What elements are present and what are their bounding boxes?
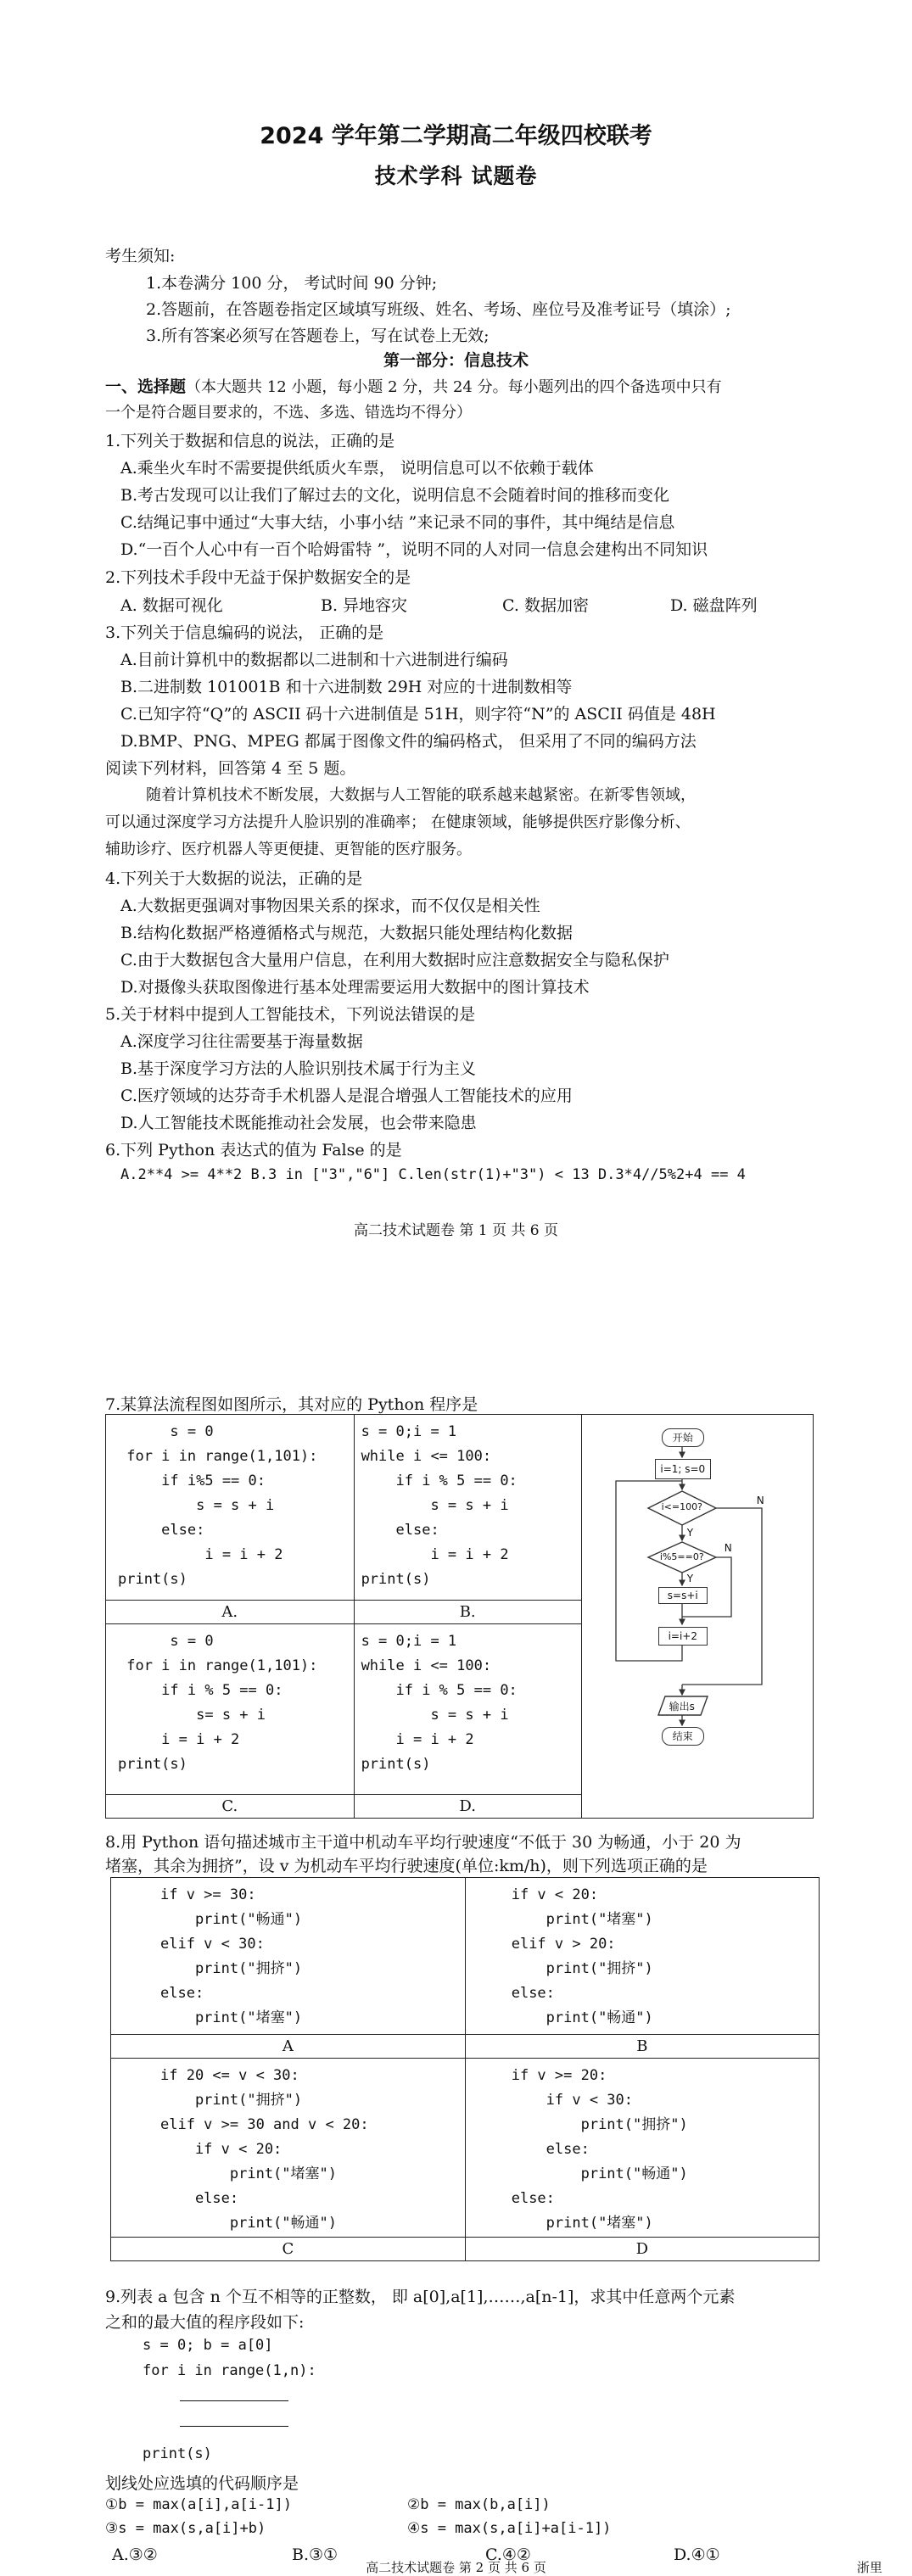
q7-label-b: B.	[354, 1601, 581, 1624]
q9-choice-3: ③s = max(s,a[i]+b)	[105, 2520, 266, 2537]
section-header	[105, 374, 722, 397]
section-desc: （本大题共 12 小题，每小题 2 分，共 24 分。每小题列出的四个备选项中只有	[186, 378, 722, 396]
q4-option-c: C.由于大数据包含大量用户信息，在利用大数据时应注意数据安全与隐私保护	[120, 951, 669, 969]
q8-stem-1: 8.用 Python 语句描述城市主干道中机动车平均行驶速度“不低于 30 为畅通，小于 20 为	[105, 1833, 741, 1852]
q8-table	[110, 1877, 820, 2261]
flowchart-cond2: i%5==0?	[659, 1551, 704, 1562]
q4-option-b: B.结构化数据严格遵循格式与规范，大数据只能处理结构化数据	[120, 924, 573, 942]
section-desc-2: 一个是符合题目要求的，不选、多选、错选均不得分）	[105, 404, 472, 422]
q7-flowchart	[581, 1415, 813, 1819]
q6-stem: 6.下列 Python 表达式的值为 False 的是	[105, 1141, 402, 1159]
page-footer: 高二技术试题卷 第 1 页 共 6 页	[353, 1222, 559, 1239]
q7-code-b: s = 0;i = 1 while i <= 100: if i % 5 == 0: s = s + i else: i = i + 2 print(s)	[361, 1423, 518, 1588]
q3-option-c: C.已知字符“Q”的 ASCII 码十六进制值是 51H，则字符“N”的 ASCII 码值是 48H	[120, 705, 716, 724]
q8-label-d: D	[465, 2238, 819, 2261]
q9-blank-1	[180, 2400, 288, 2401]
flowchart-inc: i=i+2	[658, 1627, 708, 1646]
q2-option-a: A. 数据可视化	[120, 596, 223, 615]
q9-stem-1: 9.列表 a 包含 n 个互不相等的正整数， 即 a[0],a[1],……,a[n-1]，求其中任意两个元素	[105, 2288, 736, 2306]
q7-table	[105, 1414, 814, 1819]
notice-heading: 考生须知:	[105, 247, 176, 265]
q9-code-line: print(s)	[143, 2445, 212, 2462]
q9-code-line: for i in range(1,n):	[143, 2362, 316, 2379]
q8-code-a: if v >= 30: print("畅通") elif v < 30: print("拥挤") else: print("堵塞")	[160, 1886, 303, 2026]
q3-stem: 3.下列关于信息编码的说法， 正确的是	[105, 623, 384, 642]
q7-label-c: C.	[106, 1795, 355, 1819]
part1-title: 第一部分：信息技术	[383, 351, 529, 370]
flowchart-yes: Y	[686, 1573, 694, 1584]
q8-label-a: A	[111, 2035, 466, 2059]
q1-option-c: C.结绳记事中通过“大事大结，小事小结 ”来记录不同的事件，其中绳结是信息	[120, 513, 675, 532]
reading-intro: 阅读下列材料，回答第 4 至 5 题。	[105, 759, 356, 778]
q8-stem-2: 堵塞，其余为拥挤”，设 v 为机动车平均行驶速度(单位:km/h)，则下列选项正确的是	[105, 1857, 708, 1875]
q9-choice-1: ①b = max(a[i],a[i-1])	[105, 2496, 292, 2513]
q7-label-d: D.	[354, 1795, 581, 1819]
notice-item: 3.所有答案必须写在答题卷上，写在试卷上无效;	[146, 327, 490, 345]
q9-option-d: D.④①	[674, 2545, 720, 2564]
q7-stem: 7.某算法流程图如图所示，其对应的 Python 程序是	[105, 1395, 478, 1414]
q8-code-d: if v >= 20: if v < 30: print("拥挤") else: print("畅通") else: print("堵塞")	[511, 2067, 688, 2232]
reading-line: 随着计算机技术不断发展，大数据与人工智能的联系越来越紧密。在新零售领域，	[146, 786, 696, 804]
q4-option-a: A.大数据更强调对事物因果关系的探求，而不仅仅是相关性	[120, 897, 540, 915]
q4-stem: 4.下列关于大数据的说法，正确的是	[105, 869, 363, 888]
q9-prompt: 划线处应选填的代码顺序是	[105, 2474, 299, 2493]
corner-watermark: 浙里	[857, 2560, 883, 2575]
q7-code-c: s = 0 for i in range(1,101): if i % 5 == 0: s= s + i i = i + 2 print(s)	[118, 1633, 318, 1773]
q8-label-b: B	[465, 2035, 819, 2059]
q9-stem-2: 之和的最大值的程序段如下:	[105, 2313, 305, 2332]
q8-code-c: if 20 <= v < 30: print("拥挤") elif v >= 30 and v < 20: if v < 20: print("堵塞") else: print("畅通")	[160, 2067, 369, 2232]
q1-option-d: D.“一百个人心中有一百个哈姆雷特 ”，说明不同的人对同一信息会建构出不同知识	[120, 540, 708, 559]
q5-option-a: A.深度学习往往需要基于海量数据	[120, 1032, 363, 1051]
flowchart-cond1: i<=100?	[661, 1501, 702, 1512]
flowchart-output: 输出s	[669, 1701, 695, 1713]
flowchart-sum: s=s+i	[658, 1587, 708, 1604]
q9-choice-4: ④s = max(s,a[i]+a[i-1])	[407, 2520, 612, 2537]
q5-option-d: D.人工智能技术既能推动社会发展，也会带来隐患	[120, 1114, 477, 1132]
q5-stem: 5.关于材料中提到人工智能技术，下列说法错误的是	[105, 1005, 476, 1024]
q9-option-b: B.③①	[292, 2545, 339, 2564]
page-footer: 高二技术试题卷 第 2 页 共 6 页	[366, 2560, 546, 2575]
q8-label-c: C	[111, 2238, 466, 2261]
q9-blank-2	[180, 2426, 288, 2427]
flowchart-no: N	[724, 1542, 732, 1554]
reading-line: 可以通过深度学习方法提升人脸识别的准确率； 在健康领域，能够提供医疗影像分析、	[105, 813, 691, 831]
q6-options: A.2**4 >= 4**2 B.3 in ["3","6"] C.len(str(1)+"3") < 13 D.3*4//5%2+4 == 4	[120, 1166, 746, 1183]
q2-option-c: C. 数据加密	[502, 596, 589, 615]
flowchart-end: 结束	[662, 1727, 704, 1746]
q7-code-d: s = 0;i = 1 while i <= 100: if i % 5 == 0: s = s + i i = i + 2 print(s)	[361, 1633, 518, 1773]
q3-option-d: D.BMP、PNG、MPEG 都属于图像文件的编码格式， 但采用了不同的编码方法	[120, 732, 697, 751]
q9-option-a: A.③②	[112, 2545, 158, 2564]
q9-code-line: s = 0; b = a[0]	[143, 2337, 273, 2354]
exam-subtitle: 技术学科 试题卷	[374, 164, 538, 188]
q1-stem: 1.下列关于数据和信息的说法，正确的是	[105, 432, 395, 450]
q2-stem: 2.下列技术手段中无益于保护数据安全的是	[105, 568, 411, 587]
flowchart-start: 开始	[662, 1428, 704, 1447]
q2-option-b: B. 异地容灾	[321, 596, 408, 615]
q9-option-c: C.④②	[485, 2545, 531, 2564]
flowchart-yes: Y	[686, 1527, 694, 1539]
q7-label-a: A.	[106, 1601, 355, 1624]
q1-option-b: B.考古发现可以让我们了解过去的文化，说明信息不会随着时间的推移而变化	[120, 486, 670, 505]
section-label: 一、选择题	[105, 377, 187, 396]
notice-item: 2.答题前，在答题卷指定区域填写班级、姓名、考场、座位号及准考证号（填涂）;	[146, 300, 731, 319]
q7-code-a: s = 0 for i in range(1,101): if i%5 == 0: s = s + i else: i = i + 2 print(s)	[118, 1423, 318, 1588]
q8-code-b: if v < 20: print("堵塞") elif v > 20: print("拥挤") else: print("畅通")	[511, 1886, 653, 2026]
q4-option-d: D.对摄像头获取图像进行基本处理需要运用大数据中的图计算技术	[120, 978, 590, 997]
flowchart-no: N	[756, 1495, 764, 1506]
q1-option-a: A.乘坐火车时不需要提供纸质火车票， 说明信息可以不依赖于载体	[120, 459, 594, 478]
reading-line: 辅助诊疗、医疗机器人等更便捷、更智能的医疗服务。	[105, 841, 472, 858]
q5-option-b: B.基于深度学习方法的人脸识别技术属于行为主义	[120, 1059, 477, 1078]
q3-option-b: B.二进制数 101001B 和十六进制数 29H 对应的十进制数相等	[120, 678, 573, 696]
notice-item: 1.本卷满分 100 分， 考试时间 90 分钟;	[146, 274, 438, 293]
q9-choice-2: ②b = max(b,a[i])	[407, 2496, 551, 2513]
exam-title: 2024 学年第二学期高二年级四校联考	[260, 123, 652, 149]
flowchart-init: i=1; s=0	[655, 1459, 711, 1479]
q2-option-d: D. 磁盘阵列	[670, 596, 758, 615]
q3-option-a: A.目前计算机中的数据都以二进制和十六进制进行编码	[120, 651, 508, 669]
q5-option-c: C.医疗领域的达芬奇手术机器人是混合增强人工智能技术的应用	[120, 1087, 573, 1105]
